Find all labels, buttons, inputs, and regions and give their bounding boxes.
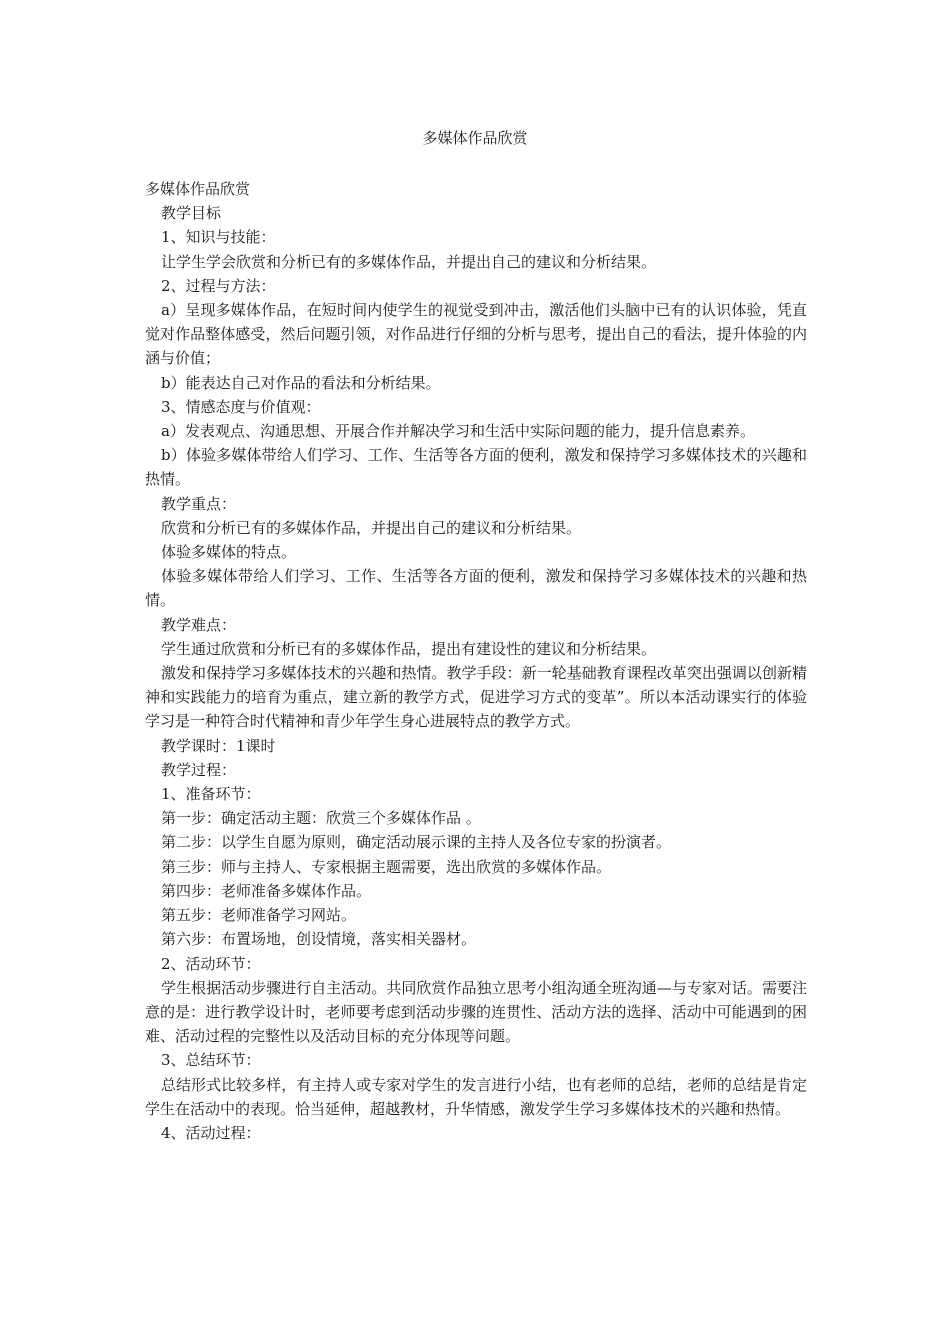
paragraph: 欣赏和分析已有的多媒体作品，并提出自己的建议和分析结果。: [161, 518, 582, 537]
document-body: [145, 177, 807, 1145]
paragraph: 第三步：师与主持人、专家根据主题需要，选出欣赏的多媒体作品。: [161, 857, 612, 876]
paragraph: 1、知识与技能：: [161, 228, 276, 247]
paragraph: 第四步：老师准备多媒体作品。: [161, 881, 372, 900]
paragraph: 2、活动环节：: [161, 954, 261, 973]
paragraph: b）体验多媒体带给人们学习、工作、生活等各方面的便利，激发和保持学习多媒体技术的兴趣和热情。: [145, 446, 807, 489]
paragraph: 教学目标: [161, 204, 222, 223]
paragraph: 1、准备环节：: [161, 785, 261, 804]
paragraph: 体验多媒体的特点。: [161, 543, 297, 562]
paragraph: a）呈现多媒体作品，在短时间内使学生的视觉受到冲击，激活他们头脑中已有的认识体验，凭直觉对作品整体感受，然后问题引领，对作品进行仔细的分析与思考，提出自己的看法，提升体验的内涵与价值；: [145, 301, 807, 368]
paragraph: 让学生学会欣赏和分析已有的多媒体作品，并提出自己的建议和分析结果。: [161, 252, 657, 271]
paragraph: 激发和保持学习多媒体技术的兴趣和热情。教学手段：新一轮基础教育课程改革突出强调以创新精神和实践能力的培育为重点，建立新的教学方式，促进学习方式的变革”。所以本活动课实行的体验学习是一种符合时代精神和青少年学生身心进展特点的教学方式。: [145, 664, 807, 731]
paragraph: 第五步：老师准备学习网站。: [161, 906, 357, 925]
paragraph: 第一步：确定活动主题：欣赏三个多媒体作品 。: [161, 809, 481, 828]
paragraph: 教学过程：: [161, 760, 237, 779]
paragraph: 3、情感态度与价值观：: [161, 397, 321, 416]
paragraph: b）能表达自己对作品的看法和分析结果。: [161, 373, 441, 392]
paragraph: 4、活动过程：: [161, 1123, 261, 1142]
paragraph: 2、过程与方法：: [161, 276, 276, 295]
paragraph: 体验多媒体带给人们学习、工作、生活等各方面的便利，激发和保持学习多媒体技术的兴趣和热情。: [145, 567, 807, 610]
paragraph: 多媒体作品欣赏: [145, 180, 251, 198]
paragraph: a）发表观点、沟通思想、开展合作并解决学习和生活中实际问题的能力，提升信息素养。: [161, 422, 755, 441]
paragraph: 学生通过欣赏和分析已有的多媒体作品，提出有建设性的建议和分析结果。: [161, 639, 657, 658]
paragraph: 教学难点：: [161, 615, 237, 634]
document-title: 多媒体作品欣赏: [422, 129, 528, 147]
paragraph: 教学重点：: [161, 494, 237, 513]
paragraph: 教学课时：1课时: [161, 736, 276, 755]
paragraph: 第二步：以学生自愿为原则，确定活动展示课的主持人及各位专家的扮演者。: [161, 833, 672, 852]
paragraph: 3、总结环节：: [161, 1051, 261, 1070]
paragraph: 学生根据活动步骤进行自主活动。共同欣赏作品独立思考小组沟通全班沟通—与专家对话。需要注意的是：进行教学设计时，老师要考虑到活动步骤的连贯性、活动方法的选择、活动中可能遇到的困难、活动过程的完整性以及活动目标的充分体现等问题。: [145, 978, 807, 1046]
paragraph: 总结形式比较多样，有主持人或专家对学生的发言进行小结，也有老师的总结，老师的总结是肯定学生在活动中的表现。恰当延伸，超越教材，升华情感，激发学生学习多媒体技术的兴趣和热情。: [145, 1075, 807, 1118]
paragraph: 第六步：布置场地，创设情境，落实相关器材。: [161, 930, 477, 949]
